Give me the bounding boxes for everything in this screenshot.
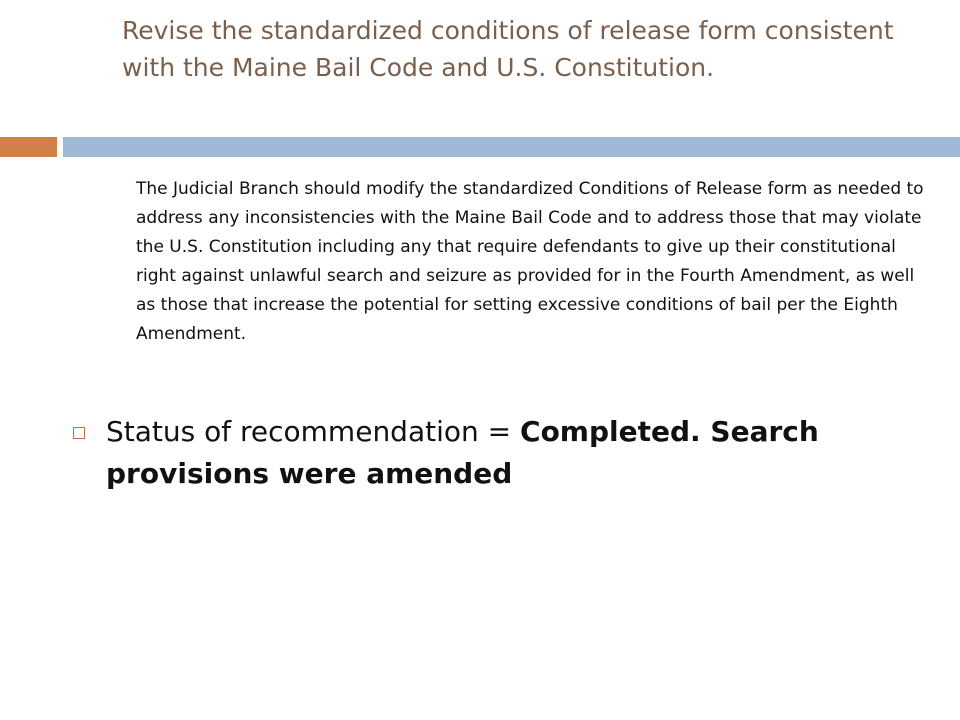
status-prefix: Status of recommendation = — [106, 415, 521, 448]
title-divider-bar — [63, 137, 960, 157]
recommendation-description: The Judicial Branch should modify the standardized Conditions of Release form as needed to address any inconsistencies with the Maine Bail Code and to address those that may violate the U.S. Constitution including any that require defendants to give up their constitutional right against unlawful search and seizure as provided for in the Fourth Amendment, as well as those that increase the potential for setting excessive conditions of bail per the Eighth Amendment. — [136, 179, 924, 344]
square-bullet-icon — [73, 427, 85, 439]
status-text — [106, 411, 886, 495]
status-value: Completed. Search provisions were amended — [106, 415, 819, 490]
title-divider-accent — [0, 137, 57, 157]
slide-title: Revise the standardized conditions of release form consistent with the Maine Bail Code and U.S. Constitution. — [122, 16, 894, 82]
status-bullet-item — [73, 411, 933, 495]
